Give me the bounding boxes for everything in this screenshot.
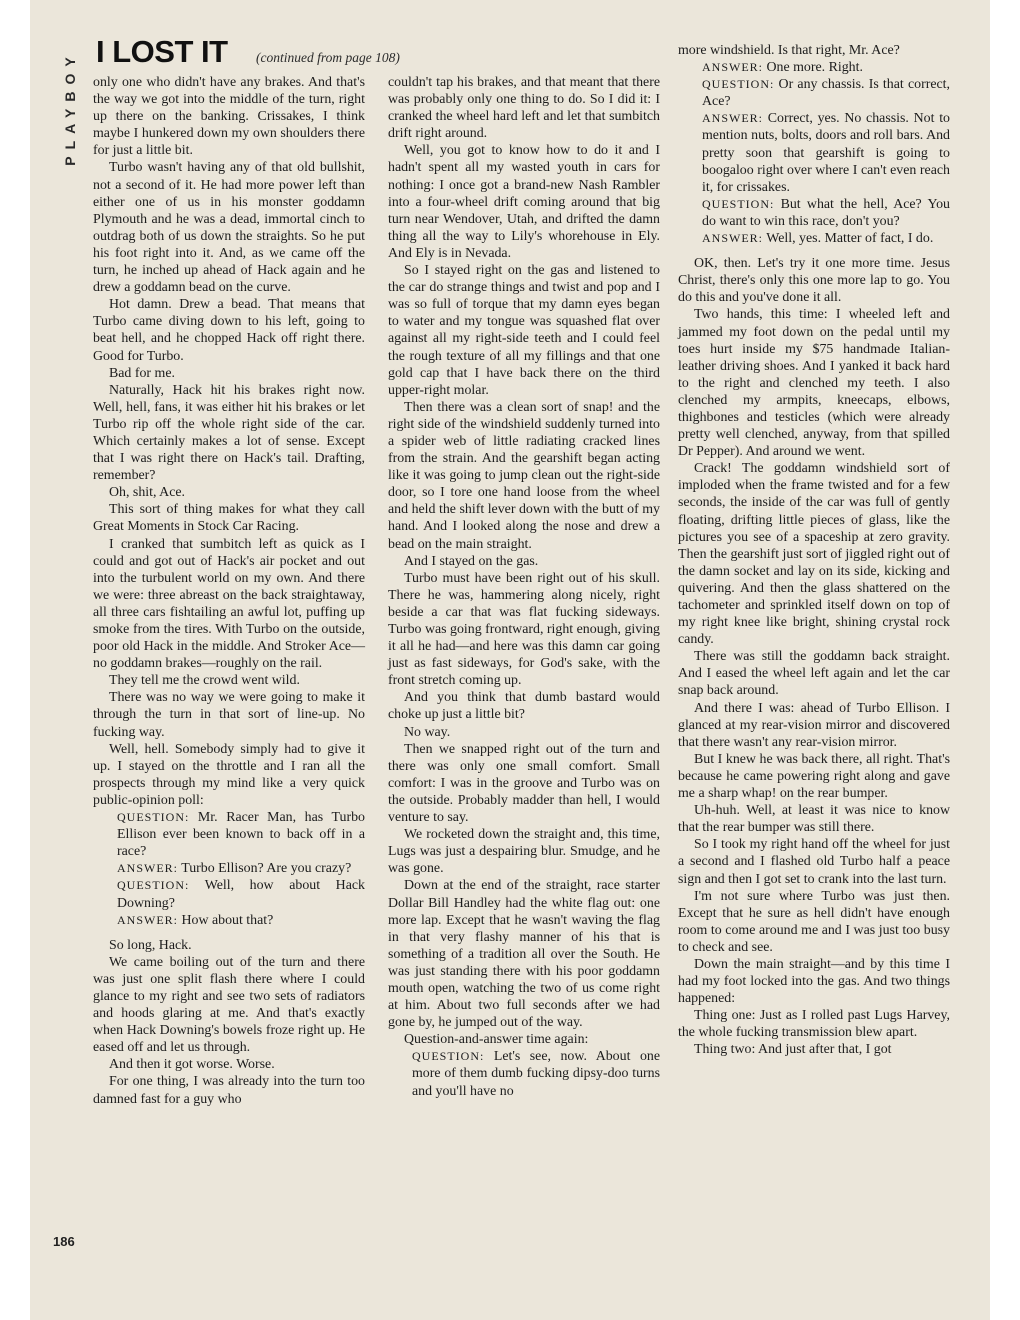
paragraph: Oh, shit, Ace. [109,485,186,501]
paragraph: Thing one: Just as I rolled past Lugs Harvey, the whole fucking transmission blew apart. [678,1008,950,1041]
text-column-1 [93,74,365,1108]
paragraph: Thing two: And just after that, I got [694,1042,892,1058]
article-header [96,36,456,72]
continued-note: (continued from page 108) [256,50,400,65]
paragraph: So I took my right hand off the wheel for just a second and I flashed old Turbo half a peace sign and then I got set to crank into the last turn. [678,837,950,887]
qa-label: QUESTION: [117,878,190,893]
paragraph: Then we snapped right out of the turn and there was only one small comfort. Small comfort: I was in the groove and Turbo was on the outside. Probably madder than hell, I would venture to say. [388,741,660,826]
paragraph: No way. [404,724,451,740]
paragraph: This sort of thing makes for what they call Great Moments in Stock Car Racing. [93,502,365,535]
qa-text: Let's see, now. About one more of them dumb fucking dipsy-doo turns and you'll have no [412,1049,660,1099]
qa-text: Mr. Racer Man, has Turbo Ellison ever been known to back off in a race? [117,810,365,860]
qa-label: QUESTION: [702,77,775,92]
paragraph: Bad for me. [109,365,175,381]
qa-text: But what the hell, Ace? You do want to win this race, don't you? [702,196,950,229]
qa-text: Or any chassis. Is that correct, Ace? [702,77,950,110]
paragraph: Crack! The goddamn windshield sort of imploded when the frame twisted and for a few seconds, the inside of the car was full of gently floating, drifting little pieces of glass, like the pictures you see of a spaceship at zero gravity. Then the gearshift just sort of jiggled right out of the damn socket and lay on its side, kicking and quivering. And then the glass shattered on the tachometer and sprinkled itself down on top of my right knee like bright, shining crystal rock candy. [678,461,950,648]
article-title: I LOST IT [96,34,228,69]
paragraph: OK, then. Let's try it one more time. Jesus Christ, there's only this one more lap to go. You do this and you've done it all. [678,256,950,306]
interview-answer [93,860,365,877]
paragraph: And you think that dumb bastard would choke up just a little bit? [388,690,660,723]
interview-question [678,76,950,110]
interview-question [93,877,365,911]
paragraph: I cranked that sumbitch left as quick as I could and got out of Hack's air pocket and out into the turbulent world on my own. And there we were: three abreast on the back straightaway, all three cars fishtailing an awful lot, puffing up smoke from the tires. With Turbo on the outside, poor old Hack in the middle. And Stroker Ace—no goddamn brakes—roughly on the rail. [93,536,365,672]
paragraph: Down at the end of the straight, race starter Dollar Bill Handley had the white flag out: one more lap. Except that he wasn't waving the flag in that very flashy manner of his that is something of a tradition all over the South. He was just standing there with his poor goddamn mouth open, watching the two of us come right at him. About two full seconds after we had gone by, he jumped out of the way. [388,878,660,1031]
paragraph: Hot damn. Drew a bead. That means that Turbo came diving down to his left, going to beat hell, and he chopped Hack off right there. Good for Turbo. [93,297,365,364]
qa-label: ANSWER: [702,111,763,126]
paragraph: couldn't tap his brakes, and that meant that there was probably only one thing to do. So I did it: I cranked the wheel hard left and let that sumbitch drift right around. [388,75,660,142]
paragraph: There was no way we were going to make it through the turn in that sort of line-up. No fucking way. [93,690,365,740]
qa-label: ANSWER: [117,912,178,927]
paragraph: Well, you got to know how to do it and I hadn't spent all my wasted youth in cars for nothing: I once got a brand-new Nash Rambler into a four-wheel drift coming around that big turn near Wendover, Utah, and drifted the damn thing all the way to Lily's whorehouse in Ely. And Ely is in Nevada. [388,143,660,261]
paragraph: Down the main straight—and by this time I had my foot locked into the gas. And two things happened: [678,956,950,1007]
paragraph: We rocketed down the straight and, this time, Lugs was just a despairing blur. Smudge, and he was gone. [388,827,660,877]
qa-text: Well, how about Hack Downing? [117,878,365,911]
interview-answer [678,110,950,195]
paragraph: Question-and-answer time again: [404,1032,589,1048]
paragraph: Uh-huh. Well, at least it was nice to know that the rear bumper was still there. [678,803,950,836]
paragraph: Naturally, Hack hit his brakes right now. Well, hell, fans, it was either hit his brakes or let Turbo rip off the whole right side of the car. Which certainly makes a lot of sense. Except that I was right there on Hack's tail. Drafting, remember? [93,382,365,484]
paragraph: Turbo wasn't having any of that old bullshit, not a second of it. He had more power left than either one of us in his monster goddamn Plymouth and he was a dead, immortal cinch to outdrag both of us down the straights. So he put his foot right into it. And, as we came off the turn, he inched up ahead of Hack again and he drew a goddamn bead on the curve. [93,160,365,296]
paragraph: For one thing, I was already into the turn too damned fast for a guy who [93,1074,365,1107]
qa-label: QUESTION: [412,1049,485,1064]
qa-text: How about that? [181,912,274,928]
paragraph: Two hands, this time: I wheeled left and jammed my foot down on the pedal until my toes hurt inside my $75 handmade Italian-leather driving shoes. And I yanked it back hard to the right and clenched my teeth. I also clenched my armpits, kneecaps, elbows, thighbones and testicles (which were already pretty well clenched, anyway, from that spilled Dr Pepper). And around we went. [678,307,950,460]
paragraph: We came boiling out of the turn and there was just one split flash there where I could glance to my right and see two sets of radiators and hoods glaring at me. And that's exactly when Hack Downing's bowels froze right up. He eased off and let us through. [93,954,365,1056]
qa-text: Turbo Ellison? Are you crazy? [181,861,352,877]
paragraph: Turbo must have been right out of his skull. There he was, hammering along nicely, right beside a car that was flat fucking sideways. Turbo was going frontward, right enough, giving it all he had—and here was this damn car going just as fast sideways, for God's sake, with the front stretch coming up. [388,570,660,689]
interview-question [388,1048,660,1099]
qa-text: Correct, yes. No chassis. Not to mention nuts, bolts, doors and roll bars. And pretty soon that gearshift is going to boogaloo right over where I can't even reach it, for crissakes. [702,111,950,195]
page-number: 186 [53,1234,75,1249]
qa-label: ANSWER: [702,231,763,246]
qa-label: ANSWER: [117,861,178,876]
text-column-2 [388,74,660,1100]
paragraph: Well, hell. Somebody simply had to give it up. I stayed on the throttle and I ran all the prospects through my mind like a very quick public-opinion poll: [93,741,365,808]
qa-text: One more. Right. [766,60,863,76]
text-column-3 [678,42,950,1059]
paragraph: And then it got worse. Worse. [109,1057,275,1073]
interview-answer [678,230,950,247]
paragraph: So I stayed right on the gas and listened to the car do strange things and twist and pop and I was so full of torque that my damn eyes began to water and my tongue was squashed flat over against all my right-side teeth and I could feel the rough texture of all my fillings and that one gold cap that I have back there on the third upper-right molar. [388,263,660,398]
interview-question [678,196,950,230]
interview-answer [678,59,950,76]
magazine-page [30,0,990,1320]
paragraph: more windshield. Is that right, Mr. Ace? [678,43,900,58]
paragraph: only one who didn't have any brakes. And that's the way we got into the middle of the turn, right up there on the banking. Crissakes, I think maybe I hunkered down my own shoulders there for just a little bit. [93,75,365,159]
paragraph: And there I was: ahead of Turbo Ellison. I glanced at my rear-vision mirror and discovered that there wasn't any rear-vision mirror. [678,700,950,750]
interview-question [93,809,365,860]
magazine-name-vertical [50,30,90,200]
interview-answer [93,912,365,929]
paragraph: So long, Hack. [109,937,192,953]
paragraph: And I stayed on the gas. [404,553,539,569]
paragraph: They tell me the crowd went wild. [109,673,300,689]
qa-text: Well, yes. Matter of fact, I do. [766,231,934,247]
magazine-name: PLAYBOY [62,50,78,166]
paragraph: I'm not sure where Turbo was just then. Except that he sure as hell didn't have enough room to come around me and I was just too busy to check and see. [678,888,950,955]
paragraph: Then there was a clean sort of snap! and the right side of the windshield suddenly turned into a spider web of little radiating cracked lines from the strain. And the gearshift began acting like it was going to jump clean out the right-side door, so I tore one hand loose from the wheel and held the shift lever down with the butt of my hand. And I looked along the nose and drew a bead on the main straight. [388,399,660,552]
paragraph: But I knew he was back there, all right. That's because he came powering right along and gave me a sharp whap! on the rear bumper. [678,751,950,802]
qa-label: QUESTION: [117,810,190,825]
qa-label: QUESTION: [702,196,775,211]
qa-label: ANSWER: [702,60,763,75]
paragraph: There was still the goddamn back straight. And I eased the wheel left again and let the car snap back around. [678,649,950,699]
